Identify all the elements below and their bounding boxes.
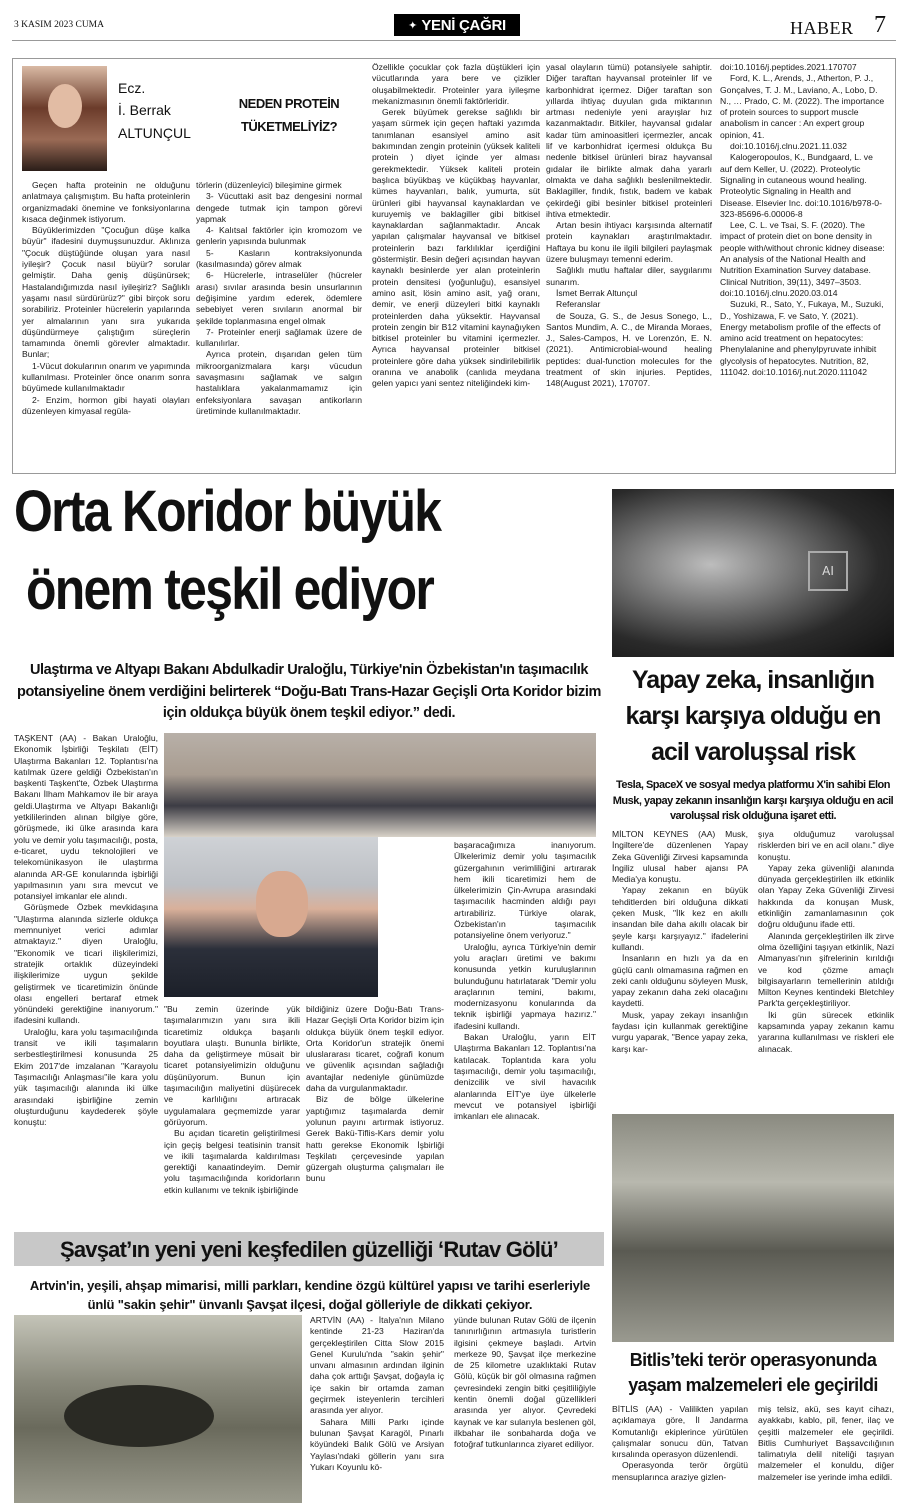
- meeting-photo: [164, 733, 596, 837]
- author-title: Ecz.: [118, 80, 146, 96]
- bitlis-col-1: BİTLİS (AA) - Valilikten yapılan açıklamaya göre, İl Jandarma Komutanlığı ekiplerince yürütülen çalışmalar sonucu dün, Tatvan kırsalında operasyon düzenlendi. Operasyonda terör örgütü mensuplarınca araziye gizlen-: [612, 1404, 748, 1482]
- author-photo: [22, 66, 107, 171]
- savsat-col-2: yünde bulunan Rutav Gölü de ilçenin tanınırlığının artmasıyla turistlerin ilgisini çekmeye başladı. Artvin merkeze 90, Şavşat ilçe merkezine de 25 kilometre uzaklıktaki Rutav Gölü, küçük bir göl olmasına rağmen çevresindeki zengin bitki çeşitliliğiyle kentin önemli doğal güzellikleri arasında yer alıyor. Çevredeki kaynak ve kar sularıyla beslenen göl, ilkbahar ile sonbaharda doğa ve fotoğraf tutkunlarınca ziyaret ediliyor.: [454, 1315, 596, 1450]
- lake-photo: [14, 1315, 302, 1503]
- koridor-col-3: bildiğiniz üzere Doğu-Batı Trans-Hazar Geçişli Orta Koridor bizim için oldukça büyük önem teşkil ediyor. Orta Koridor'un stratejik önemi uluslararası ticaret, coğrafi konum ve güvenlik açısından sağladığı avantajlar nedeniyle günümüzde daha da vurgulanmaktadır. Biz de bölge ülkelerine yaptığımız taşımalarda demir yolunun payını artırmak istiyoruz. Gerek Bakü-Tiflis-Kars demir yolu hattı gerekse Ekonomik İşbirliği Teşkilatı çerçevesinde yapılan güzergah oluşturma çalışmaları ile bunu: [306, 1004, 445, 1184]
- column-col-1: Geçen hafta proteinin ne olduğunu anlatmaya çalışmıştım. Bu hafta proteinlerin organizmadaki önemine ve fonksiyonlarına kısaca değinmek istiyorum. Büyüklerimizden "Çocuğun düşe kalka büyür" ifadesini duymuşsunuzdur. Aklınıza "Çocuk düştüğünde oluşan yara nasıl iyileşir? Çocuk nasıl büyür? sorular gelmiştir. Daha geniş düşünürsek; Hastalandığımızda nasıl iyileşiriz? Sağlıklı yaşamı nasıl sürdürürüz?" gibi birçok soru sorabiliriz. Proteinler hücrelerin yapılarında yer almalarının yanı sıra yukarıda düşündürmeye çalıştığım süreçlerin tamamında önemli görevler almaktadır. Bunlar; 1-Vücut dokularının onarım ve yapımında kullanılması. Proteinler önce onarım sonra büyümede kullanılmaktadır 2- Enzim, hormon gibi hayati olayları düzenleyen kimyasal regüla-: [22, 180, 190, 416]
- section-name: HABER: [790, 18, 854, 38]
- bitlis-title: Bitlis’teki terör operasyonunda yaşam malzemeleri ele geçirildi: [628, 1350, 878, 1395]
- musk-photo: [612, 489, 894, 657]
- yz-col-1: MİLTON KEYNES (AA) Musk, İngiltere'de düzenlenen Yapay Zeka Güvenliği Zirvesi kapsamında İngiliz ulusal haber ajansı PA Media'ya konuştu. Yapay zekanın en büyük tehditlerden biri olduğuna dikkati çeken Musk, "İlk kez en akıllı insandan bile daha akıllı olacak bir şeyle karşı karşıyayız." ifadelerini kullandı. İnsanların en hızlı ya da en güçlü canlı olmamasına rağmen en zeki canlı olduğunu söyleyen Musk, yapay zekanın daha zeki olacağını kaydetti. Musk, yapay zekayı insanlığın faydası için kullanmak gerektiğine vurgu yaparak, "Bence yapay zeka, karşı kar-: [612, 829, 748, 1054]
- yz-col-2: şıya olduğumuz varoluşsal risklerden biri ve en acil olanı." diye konuştu. Yapay zeka güvenliği alanında dünyada gerçekleştirilen ilk etkinlik olan Yapay Zeka Güvenliği Zirvesi hakkında da konuşan Musk, etkinliğin zamanlamasının çok doğru olduğunu ifade etti. Alanında gerçekleştirilen ilk zirve olma özelliğini taşıyan etkinlik, Nazi Almanyası'nın şifrelerinin kırıldığı ve kod çözme amaçlı bilgisayarların temellerinin atıldığı Milton Keynes kentindeki Bletchley Park'ta gerçekleştiriliyor. İki gün sürecek etkinlik kapsamında yapay zekanın kamu yararına kullanılması ve riskleri ele alınacak.: [758, 829, 894, 1054]
- column-col-4: yasal olayların tümü) potansiyele sahiptir. Diğer taraftan hayvansal proteinler lif ve karbonhidrat içermez. Diğer taraftan son yıllarda ihtiyaç duyulan gıda miktarının artması nedeniyle yeni arayışlar hız kazanmaktadır. Bitkiler, hayvansal gıdalar kadar tüm aminoasitleri içermezler, ancak lif ve karbonhidrat içermesi oldukça Bu nedenle bitkisel ürünleri biraz hayvansal gıdalar ile birlikte almak daha yararlı olmakta ve daha sağlıklı beslenilmektedir. Baklagiller, fındık, fıstık, badem ve kabak çekirdeği gibi besinler bitkisel proteinleri ihtiva etmektedir. Artan besin ihtiyacı karşısında alternatif protein kaynakları araştırılmaktadır. Haftaya bu konu ile ilgili bilgileri paylaşmak üzere buluşmayı temenni ederim. Sağlıklı mutlu haftalar diler, saygılarımı sunarım. İsmet Berrak Altunçul Referanslar de Souza, G. S., de Jesus Sonego, L., Santos Mundim, A. C., de Miranda Moraes, J., Sales-Campos, H. ve Lorenzón, E. N. (2021). Antimicrobial-wound healing peptides: dual-function molecules for the treatment of skin injuries. Peptides, 148(August 2021), 170707.: [546, 62, 712, 389]
- koridor-col-4: başaracağımıza inanıyorum. Ülkelerimiz demir yolu taşımacılık güzergahının verimliliğini artırarak hem ikili ticaretimizi hem de ülkelerimizin Çin-Avrupa arasındaki taşımacılık hacminden aldığı payı artırabiliriz. Türkiye olarak, Özbekistan'ın taşımacılık potansiyeline önem veriyoruz." Uraloğlu, ayrıca Türkiye'nin demir yolu araçları üretimi ve bakımı konusunda yetkin kuruluşlarının bulunduğunu hatırlatarak "Demir yolu araçlarının temini, bakımı, modernizasyonu konularında da teknik işbirliği yapmaya hazırız." ifadesini kullandı. Bakan Uraloğlu, yarın EİT Ulaştırma Bakanları 12. Toplantısı'na katılacak. Toplantıda kara yolu taşımacılığı, demir yolu taşımacılığı, denizcilik ve sivil havacılık alanlarında EİT'ye üye ülkelerle mevcut ve potansiyel işbirliği imkanları ele alınacak.: [454, 840, 596, 1122]
- savsat-title: Şavşat’ın yeni yeni keşfedilen güzelliği ‘Rutav Gölü’: [60, 1237, 558, 1262]
- koridor-lead: Ulaştırma ve Altyapı Bakanı Abdulkadir Uraloğlu, Türkiye'nin Özbekistan'ın taşımacılık potansiyeline önem verdiğini belirterek “Doğu-Batı Trans-Hazar Geçişli Orta Koridor bizim için oldukça büyük önem teşkil ediyor.” dedi.: [16, 662, 601, 721]
- page-number: 7: [874, 12, 886, 38]
- masthead-rule: [12, 40, 896, 41]
- column-col-3: Özellikle çocuklar çok fazla düştükleri için vücutlarında yara bere ve çizikler oluşabilmektedir. Proteinler yara iyileşme mekanizmasının önemli faktörleridir. Gerek büyümek gerekse sağlıklı bir yaşam sürmek için geçen haftaki yazımda tanımlanan esansiyel amino asit bakımından zengin proteinin (yüksek kaliteli protein ) diyet içinde yer alması gerekmektedir. Yüksek kaliteli protein başlıca büyükbaş ve küçükbaş hayvanlar, kümes hayvanları, balık, yumurta, süt ürünleri gibi hayvansal kaynaklardan ve kuruyemiş ve baklagiller gibi bitkisel kaynaklardan sağlanmaktadır. Ancak yapılan çalışmalar hayvansal ve bitkisel proteinlerin bazı farklılıklar içerdiğini göstermiştir. Besin değeri açısından hayvan kaynaklı besinlerde yer alan proteinlerin protein densitesi (yoğunluğu), esansiyel amino asit, lösin amino asit, yağ oranı, demir, ve enerji düzeyleri bitki kaynaklı proteinlerden daha yüksektir. Hayvansal protein zengin bir B12 vitamini kaynağıyken bitkisel proteinler bu vitamini içermezler. Ayrıca hayvansal proteinler bitkisel proteinlere göre daha yüksek sindirilebilirlik oranına ve anabolik (canlıda meydana gelen yapıcı yani sentez niteliğindeki kim-: [372, 62, 540, 389]
- minister-photo: [164, 837, 378, 997]
- koridor-col-1: TAŞKENT (AA) - Bakan Uraloğlu, Ekonomik İşbirliği Teşkilatı (EİT) Ulaştırma Bakanları 12. Toplantısı'na katılmak üzere geldiği Özbekistan'ın başkenti Taşkent'te, Özbek Ulaştırma Bakanı İlham Mahkamov ile bir araya geldi.Ulaştırma ve Altyapı Bakanlığı yetkililerinden alınan bilgiye göre, görüşmede, iki ülke arasında kara yolu ve demir yolu taşımacılığı, posta, e-ticaret, uydu teknolojileri ve telekomünikasyon ile ulaştırma alanında AR-GE konularında işbirliği yapılmasının yanı sıra mevcut ve potansiyel imkanlar ele alındı. Görüşmede Özbek mevkidaşına "Ulaştırma alanında sizlerle oldukça memnuniyet verici adımlar atmaktayız." diyen Uraloğlu, "Ekonomik ve ticari ilişkilerimizi, stratejik ortaklık düzeyindeki ilişkilerimize uygun şekilde geliştirmek ve ticaretimizin önünde olası engelleri bertaraf etmek yönündeki gerektiğine inanıyorum." ifadesini kullandı. Uraloğlu, kara yolu taşımacılığında transit ve ikili taşımaların serbestleştirilmesi konusunda 25 Ekim 2017'de imzalanan "Karayolu Taşımacılığı Anlaşması"ile kara yolu yük taşımacılığı alanında iki ülke arasındaki işbirliğine zemin oluşturduğunu kaydederek şöyle konuştu:: [14, 733, 158, 1128]
- seized-items-photo: [612, 1114, 894, 1342]
- bitlis-col-2: miş telsiz, akü, ses kayıt cihazı, ayakkabı, kablo, pil, fener, ilaç ve çeşitli malzemeler ele geçirildi. Bitlis Cumhuriyet Başsavcılığının talimatıyla delil niteliği taşıyan malzemeler el konuldu, diğer malzemeler ise yerinde imha edildi.: [758, 1404, 894, 1482]
- koridor-col-2: "Bu zemin üzerinde yük taşımalarımızın yanı sıra ikili ticaretimiz oldukça başarılı boyutlara ulaştı. Bununla birlikte, daha da geliştirmeye müsait bir ticaret potansiyelimizin olduğunu düşünüyorum. Bunun için taşımacılığın maliyetini düşürecek ve karlılığını artıracak uygulamalara geçmemizde yarar görüyorum. Bu açıdan ticaretin geliştirilmesi için geçiş belgesi teatisinin transit ve ikili taşımalarda kaldırılması gerektiği kanaatindeyim. Demir yolu taşımacılığında koridorların etkin kullanımı ve teknik işbirliğinde: [164, 1004, 300, 1195]
- masthead-logo: ✦ YENİ ÇAĞRI: [394, 14, 520, 36]
- savsat-col-1: ARTVİN (AA) - İtalya'nın Milano kentinde 21-23 Haziran'da gerçekleştirilen Citta Slow 2015 Genel Kurulu'nda "sakin şehir" unvanı almasının ardından ilginin daha çok arttığı Şavşat, doğayla iç içe sakin bir ortamda zaman geçirmek isteyenlerin tercihleri arasında yer alıyor. Sahara Milli Parkı içinde bulunan Şavşat Karagöl, Pınarlı köyündeki Balık Gölü ve Arsiyan Yaylası'ndaki göllerin yanı sıra Yukarı Koyunlu kö-: [310, 1315, 444, 1472]
- column-col-2: törlerin (düzenleyici) bileşimine girmek 3- Vücuttaki asit baz dengesini normal dengede tutmak için tampon görevi yapmak 4- Kalıtsal faktörler için kromozom ve genlerin yapısında bulunmak 5- Kasların kontraksiyonunda (kasılmasında) görev almak 6- Hücrelerle, intraselüler (hücreler arası) sıvılar arasında besin unsurlarının değişimine yardım ederek, ödemlere sebebiyet veren sıvıların anormal bir şekilde toplanmasına engel olmak 7- Proteinler enerji sağlamak üzere de kullanılırlar. Ayrıca protein, dışarıdan gelen tüm mikroorganizmalara karşı vücudun savaşmasını sağlamak ve salgın hastalıklara yakalanmamamız için enfeksiyonlara savaşan antikorların üretiminde kullanılmaktadır.: [196, 180, 362, 416]
- author-name-2: ALTUNÇUL: [118, 125, 191, 141]
- yz-title: Yapay zeka, insanlığın karşı karşıya olduğu en acil varoluşsal risk: [625, 666, 881, 766]
- yz-lead: Tesla, SpaceX ve sosyal medya platformu X'in sahibi Elon Musk, yapay zekanın insanlığın karşı karşıya olduğu en acil varoluşsal risk olduğuna işaret etti.: [612, 779, 894, 822]
- ai-chip-icon: AI: [808, 551, 848, 591]
- masthead-date: 3 KASIM 2023 CUMA: [14, 20, 104, 30]
- column-col-5: doi:10.1016/j.peptides.2021.170707 Ford, K. L., Arends, J., Atherton, P. J., Gonçalves, T. J. M., Laviano, A., Lobo, D. N., … Prado, C. M. (2022). The importance of protein sources to support muscle anabolism in cancer : An expert group opinion, 41. doi:10.1016/j.clnu.2021.11.032 Kalogeropoulos, K., Bundgaard, L. ve auf dem Keller, U. (2022). Proteolytic Signaling in cutaneous wound healing. Proteolytic Signaling in Health and Disease. Elsevier Inc. doi:10.1016/b978-0-323-85696-6.00006-8 Lee, C. L. ve Tsai, S. F. (2020). The impact of protein diet on bone density in people with/without chronic kidney disease: An analysis of the National Health and Nutrition Examination Survey database. Clinical Nutrition, 39(11), 3497–3503. doi:10.1016/j.clnu.2020.03.014 Suzuki, R., Sato, Y., Fukaya, M., Suzuki, D., Yoshizawa, F. ve Sato, Y. (2021). Energy metabolism profile of the effects of amino acid treatment on hepatocytes: Phenylalanine and phenylpyruvate inhibit glycolysis of hepatocytes. Nutrition, 82, 111042. doi:10.1016/j.nut.2020.111042: [720, 62, 885, 378]
- author-name-1: İ. Berrak: [118, 102, 171, 118]
- savsat-lead: Artvin'in, yeşili, ahşap mimarisi, milli parkları, kendine özgü kültürel yapısı ve tarihi eserleriyle ünlü "sakin şehir" ünvanlı Şavşat ilçesi, doğal gölleriyle de dikkati çekiyor.: [29, 1278, 591, 1312]
- koridor-title-2: önem teşkil ediyor: [26, 557, 434, 622]
- column-title: NEDEN PROTEİN TÜKETMELİYİZ?: [238, 96, 340, 134]
- logo-figure-icon: ✦: [408, 18, 418, 32]
- koridor-title-1: Orta Koridor büyük: [14, 479, 441, 544]
